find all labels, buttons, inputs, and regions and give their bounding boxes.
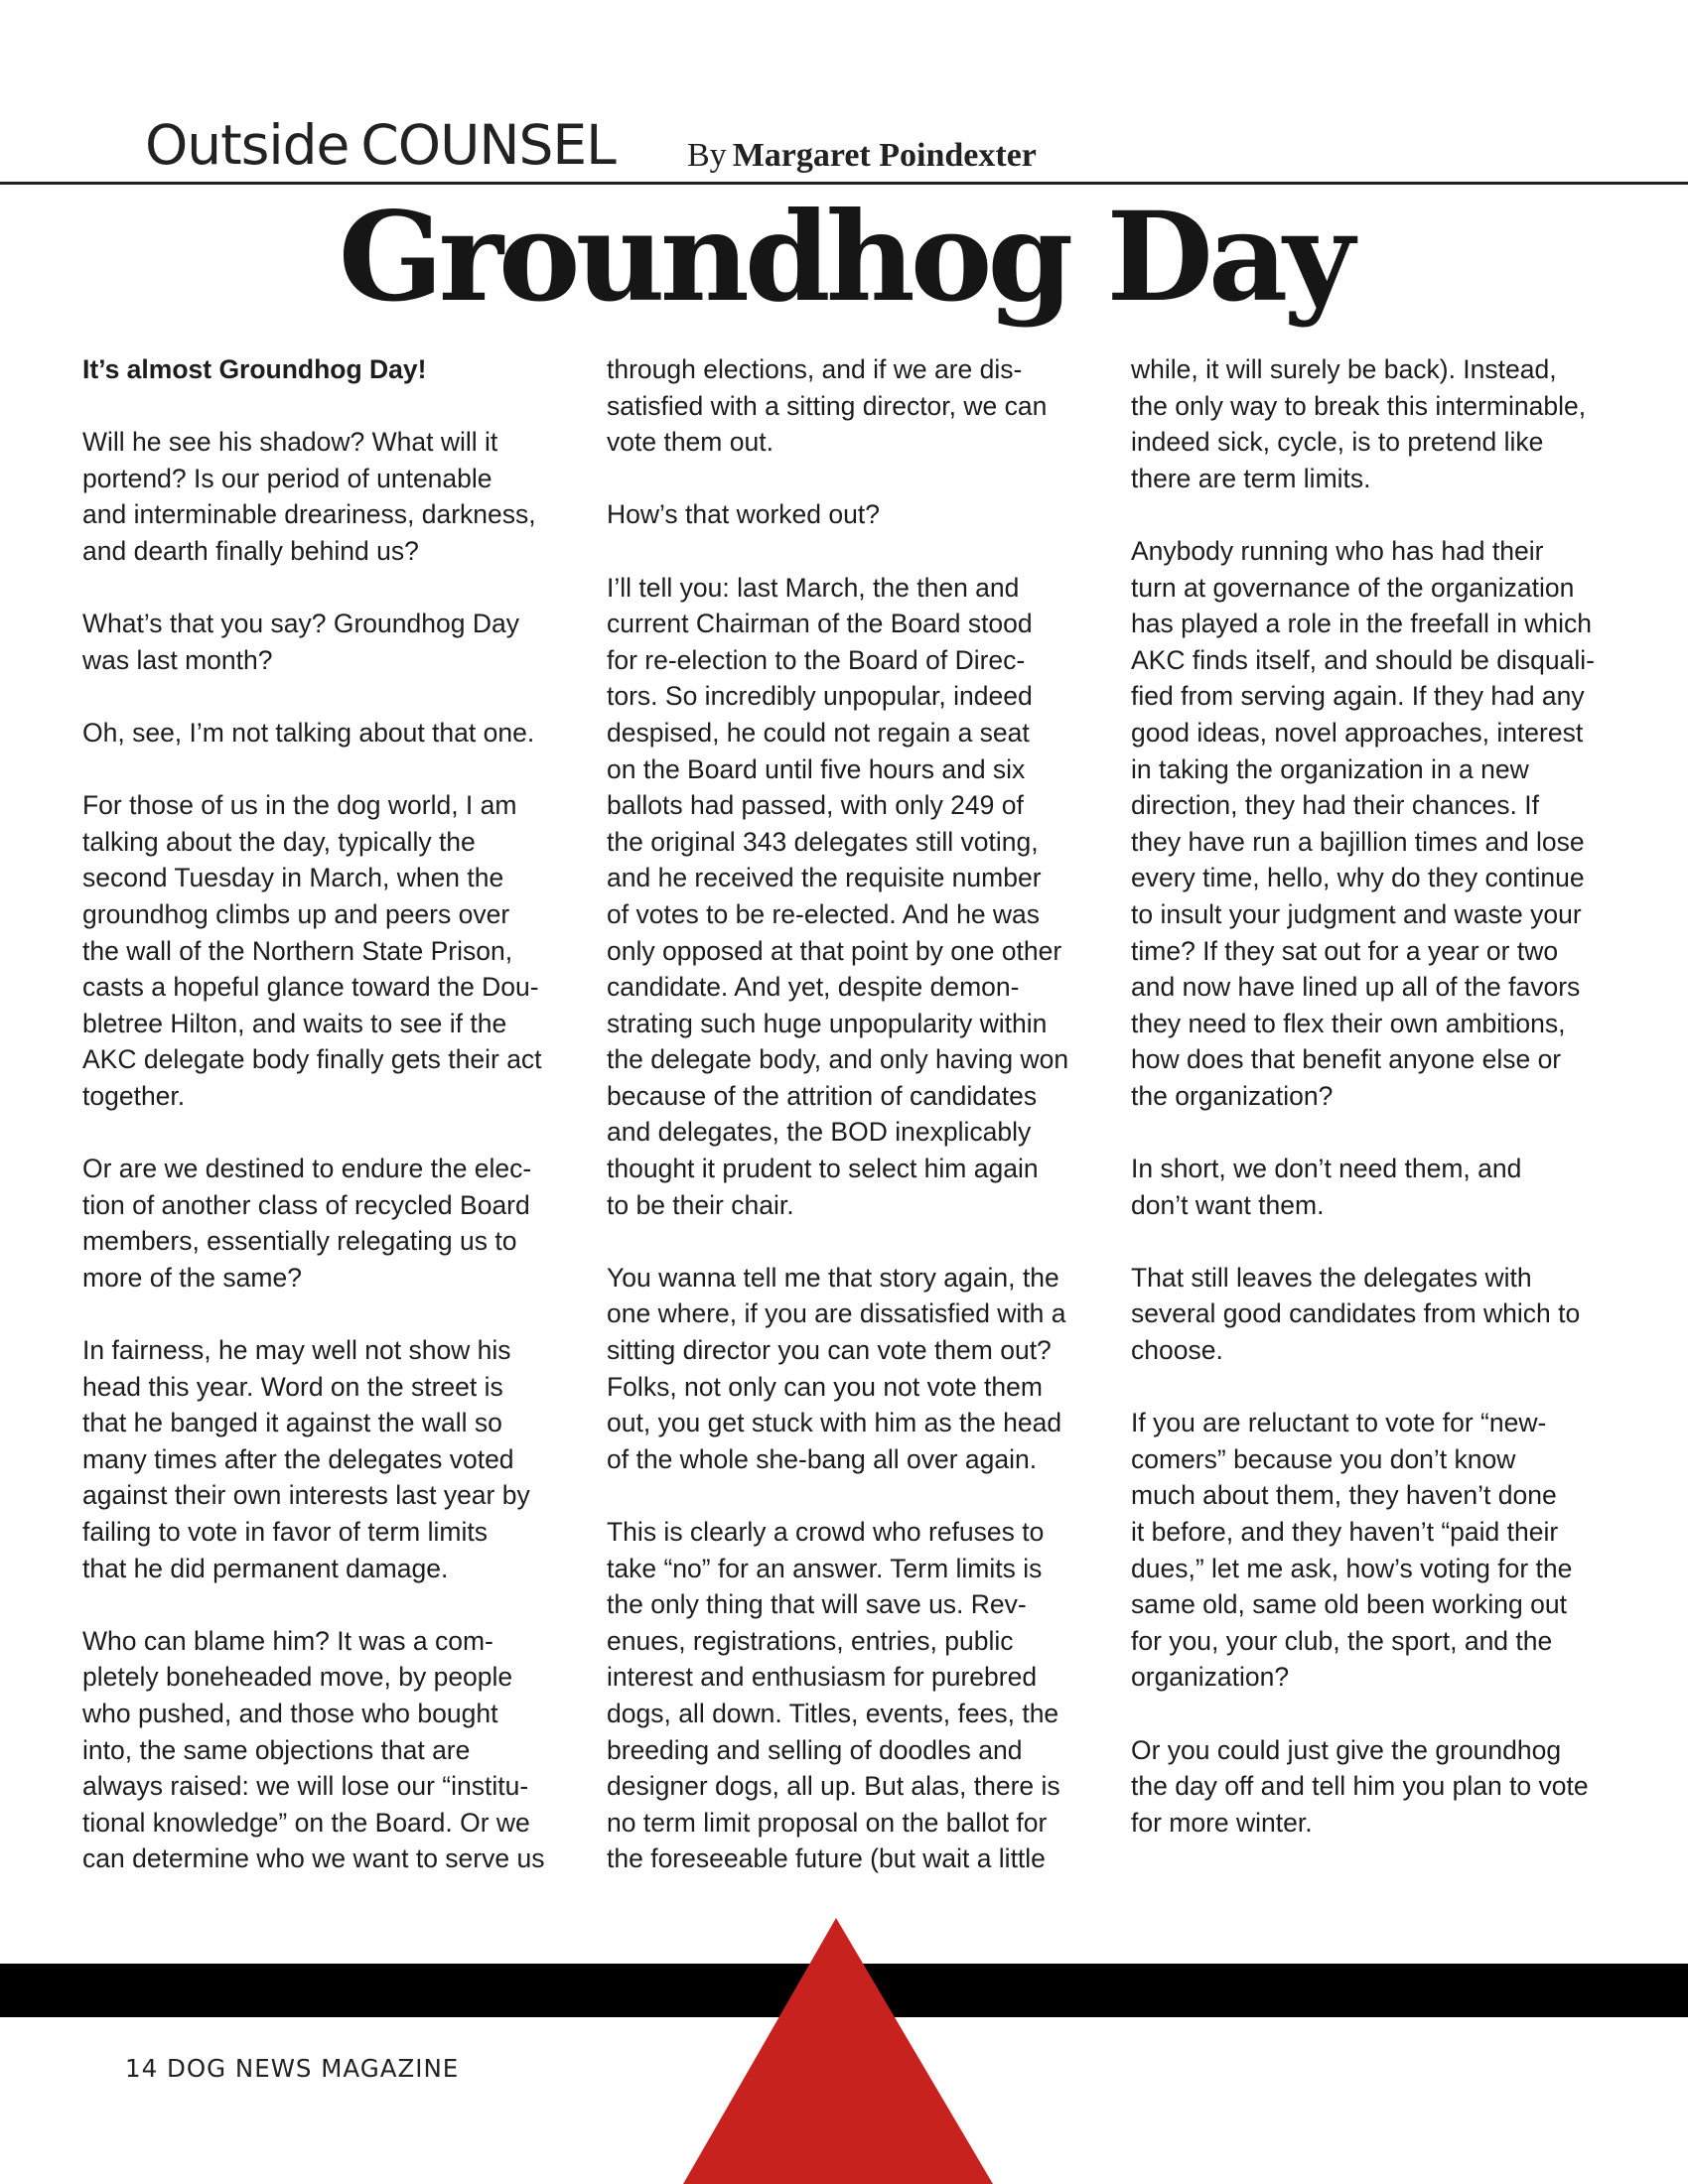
article-column-3 [1131,351,1632,1841]
text-line: the only thing that will save us. Rev- [607,1589,1027,1620]
footer-bar [0,1964,1688,2017]
text-line: for re-election to the Board of Direc- [607,644,1026,675]
article-paragraph [607,351,1108,461]
text-line: only opposed at that point by one other [607,935,1062,966]
text-line: and now have lined up all of the favors [1131,972,1581,1003]
text-line: because of the attrition of candidates [607,1080,1038,1111]
text-line: on the Board until five hours and six [607,753,1026,784]
article-column-1 [82,351,584,1877]
article-paragraph [82,1151,584,1296]
text-line: take “no” for an answer. Term limits is [607,1553,1043,1583]
text-line: fied from serving again. If they had any [1131,681,1585,712]
article-paragraph [607,570,1108,1224]
text-line: the organization? [1131,1080,1334,1111]
header-rule [0,182,1688,185]
article-paragraph [1131,1405,1632,1696]
text-line: how does that benefit anyone else or [1131,1044,1562,1075]
text-line: Will he see his shadow? What will it [82,427,498,458]
text-line: through elections, and if we are dis- [607,354,1023,384]
text-line: who pushed, and those who bought [82,1698,498,1728]
text-line: several good candidates from which to [1131,1298,1581,1329]
text-line: one where, if you are dissatisfied with a [607,1298,1066,1329]
text-line: the delegate body, and only having won [607,1044,1069,1075]
text-line: enues, registrations, entries, public [607,1625,1014,1656]
text-line: they need to flex their own ambitions, [1131,1008,1566,1038]
footer-page-label: 14 DOG NEWS MAGAZINE [125,2054,460,2083]
article-paragraph [607,1514,1108,1877]
article-headline: Groundhog Day [338,186,1350,330]
column-name-bold: COUNSEL [360,113,616,177]
text-line: to insult your judgment and waste your [1131,898,1582,929]
text-line: the only way to break this interminable, [1131,390,1587,421]
text-line: Or are we destined to endure the elec- [82,1154,532,1184]
column-header [0,107,1688,187]
column-body [1131,351,1632,1841]
text-line: and interminable dreariness, darkness, [82,499,536,530]
text-line: AKC finds itself, and should be disquali- [1131,644,1595,675]
text-line: designer dogs, all up. But alas, there is [607,1771,1060,1802]
text-line: of the whole she-bang all over again. [607,1443,1038,1474]
article-paragraph [607,496,1108,533]
text-line: breeding and selling of doodles and [607,1734,1023,1765]
text-line: many times after the delegates voted [82,1443,514,1474]
text-line: members, essentially relegating us to [82,1226,517,1257]
text-line: satisfied with a sitting director, we can [607,390,1048,421]
article-paragraph [1131,1151,1632,1223]
column-name-light: Outside [145,113,350,177]
text-line: dogs, all down. Titles, events, fees, the [607,1698,1059,1728]
text-line: the wall of the Northern State Prison, [82,935,513,966]
text-line: and he received the requisite number [607,863,1042,893]
byline [687,137,1037,175]
text-line: head this year. Word on the street is [82,1371,503,1402]
article-paragraph [82,1332,584,1586]
text-line: Or you could just give the groundhog [1131,1734,1562,1765]
text-line: and delegates, the BOD inexplicably [607,1117,1032,1148]
text-line: they have run a bajillion times and lose [1131,826,1585,857]
text-line: that he did permanent damage. [82,1553,449,1583]
text-line: has played a role in the freefall in which [1131,609,1593,639]
lead-text: It’s almost Groundhog Day! [82,354,427,384]
text-line: organization? [1131,1662,1290,1693]
text-line: it before, and they haven’t “paid their [1131,1517,1559,1547]
text-line: while, it will surely be back). Instead, [1131,354,1557,384]
text-line: turn at governance of the organization [1131,572,1575,603]
text-line: What’s that you say? Groundhog Day [82,609,519,639]
text-line: Oh, see, I’m not talking about that one. [82,717,535,748]
article-paragraph [1131,533,1632,1115]
text-line: more of the same? [82,1262,302,1293]
text-line: casts a hopeful glance toward the Dou- [82,972,539,1003]
text-line: the original 343 delegates still voting, [607,826,1039,857]
text-line: in taking the organization in a new [1131,753,1529,784]
column-body [82,424,584,1877]
column-name [145,113,616,177]
text-line: much about them, they haven’t done [1131,1480,1557,1511]
text-line: same old, same old been working out [1131,1589,1567,1620]
text-line: don’t want them. [1131,1189,1325,1220]
article-paragraph [1131,351,1632,496]
text-line: pletely boneheaded move, by people [82,1662,513,1693]
text-line: sitting director you can vote them out? [607,1335,1052,1366]
author-name: Margaret Poindexter [732,137,1037,174]
column-body [607,351,1108,1877]
text-line: choose. [1131,1335,1223,1366]
text-line: direction, they had their chances. If [1131,790,1539,821]
text-line: was last month? [82,644,273,675]
text-line: Folks, not only can you not vote them [607,1371,1043,1402]
text-line: If you are reluctant to vote for “new- [1131,1408,1547,1438]
article-paragraph [82,787,584,1114]
text-line: That still leaves the delegates with [1131,1262,1532,1293]
text-line: For those of us in the dog world, I am [82,790,517,821]
text-line: vote them out. [607,427,774,458]
article-paragraph [1131,1260,1632,1369]
text-line: AKC delegate body finally gets their act [82,1044,542,1075]
text-line: You wanna tell me that story again, the [607,1262,1059,1293]
text-line: that he banged it against the wall so [82,1408,502,1438]
text-line: tors. So incredibly unpopular, indeed [607,681,1033,712]
text-line: good ideas, novel approaches, interest [1131,717,1584,748]
text-line: to be their chair. [607,1189,794,1220]
text-line: despised, he could not regain a seat [607,717,1030,748]
text-line: This is clearly a crowd who refuses to [607,1517,1045,1547]
text-line: indeed sick, cycle, is to pretend like [1131,427,1544,458]
text-line: comers” because you don’t know [1131,1443,1516,1474]
text-line: for you, your club, the sport, and the [1131,1625,1553,1656]
text-line: Anybody running who has had their [1131,535,1544,566]
text-line: In fairness, he may well not show his [82,1335,511,1366]
text-line: talking about the day, typically the [82,826,476,857]
text-line: current Chairman of the Board stood [607,609,1033,639]
article-paragraph [82,424,584,569]
text-line: interest and enthusiasm for purebred [607,1662,1038,1693]
text-line: failing to vote in favor of term limits [82,1517,488,1547]
text-line: I’ll tell you: last March, the then and [607,572,1020,603]
red-triangle [683,1918,993,2184]
lead-paragraph [82,351,584,388]
text-line: ballots had passed, with only 249 of [607,790,1024,821]
text-line: can determine who we want to serve us [82,1843,545,1874]
text-line: thought it prudent to select him again [607,1154,1039,1184]
text-line: against their own interests last year by [82,1480,530,1511]
text-line: dues,” let me ask, how’s voting for the [1131,1553,1573,1583]
text-line: groundhog climbs up and peers over [82,898,510,929]
text-line: there are term limits. [1131,463,1371,493]
article-paragraph [82,1623,584,1877]
article-column-2 [607,351,1108,1877]
text-line: candidate. And yet, despite demon- [607,972,1020,1003]
text-line: and dearth finally behind us? [82,535,419,566]
text-line: time? If they sat out for a year or two [1131,935,1559,966]
text-line: of votes to be re-elected. And he was [607,898,1041,929]
text-line: the day off and tell him you plan to vote [1131,1771,1589,1802]
text-line: strating such huge unpopularity within [607,1008,1048,1038]
text-line: second Tuesday in March, when the [82,863,504,893]
text-line: the foreseeable future (but wait a little [607,1843,1046,1874]
text-line: bletree Hilton, and waits to see if the [82,1008,507,1038]
text-line: always raised: we will lose our “institu- [82,1771,529,1802]
text-line: every time, hello, why do they continue [1131,863,1585,893]
text-line: no term limit proposal on the ballot for [607,1807,1048,1838]
text-line: tion of another class of recycled Board [82,1189,530,1220]
byline-prefix: By [687,137,727,174]
text-line: tional knowledge” on the Board. Or we [82,1807,530,1838]
text-line: together. [82,1080,186,1111]
article-paragraph [82,606,584,678]
text-line: How’s that worked out? [607,499,880,530]
text-line: Who can blame him? It was a com- [82,1625,493,1656]
article-paragraph [1131,1732,1632,1842]
article-paragraph [82,715,584,751]
text-line: into, the same objections that are [82,1734,471,1765]
text-line: out, you get stuck with him as the head [607,1408,1062,1438]
text-line: portend? Is our period of untenable [82,463,492,493]
article-paragraph [607,1260,1108,1478]
text-line: In short, we don’t need them, and [1131,1154,1522,1184]
text-line: for more winter. [1131,1807,1313,1838]
